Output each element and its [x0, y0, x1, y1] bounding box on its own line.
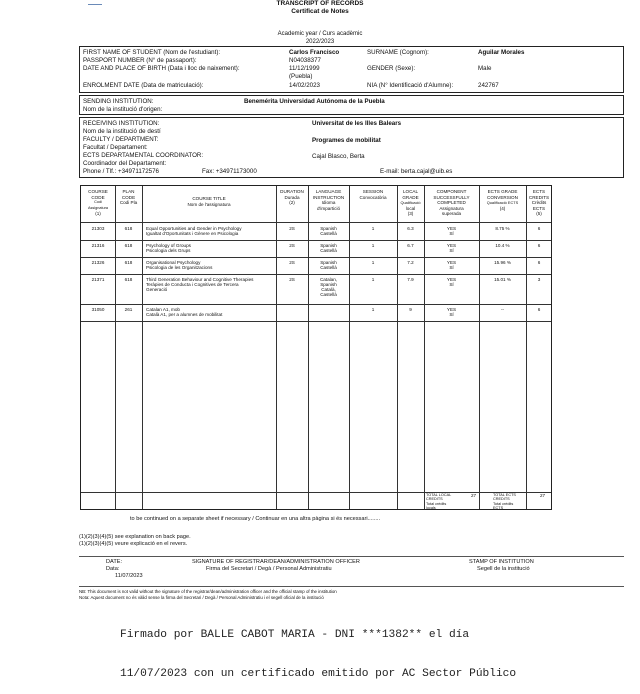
table-cell: SÍ — [449, 231, 454, 236]
continued-note: to be continued on a separate sheet if necessary / Continuar en una altra pàgina si és necessari........ — [130, 516, 381, 522]
table-cell: CODE — [91, 194, 105, 200]
fax: Fax: +34971173000 — [202, 168, 257, 175]
receiving-label-ca: Nom de la institució de destí — [83, 128, 161, 135]
table-cell: Psicologia dels Grups — [146, 248, 191, 253]
faculty-label-ca: Facultat / Departament: — [83, 144, 148, 151]
table-cell: ECTS — [493, 505, 504, 510]
table-cell: Igualtat d'Oportunitats i Gènere en Psicologia — [146, 231, 239, 236]
table-cell: Castellà — [320, 248, 337, 253]
table-cell: Durada — [284, 194, 300, 200]
header-duration — [276, 189, 308, 206]
table-cell: 7.2 — [407, 260, 414, 265]
table-cell: Castellà — [320, 292, 337, 297]
digital-signature-line-2: 11/07/2023 con un certificado emitido por AC Sector Público — [120, 668, 517, 680]
table-cell: TOTAL LOCAL — [426, 493, 452, 497]
first-name-label: FIRST NAME OF STUDENT (Nom de l'estudiant): — [83, 49, 221, 56]
table-cell: 2S — [289, 226, 295, 231]
table-cell: 618 — [124, 260, 133, 265]
table-cell: 8.75 % — [495, 226, 510, 231]
table-cell: 7.9 — [407, 277, 414, 282]
table-cell: 10.4 % — [495, 243, 510, 248]
sending-label: SENDING INSTITUTION: — [83, 98, 154, 105]
table-cell: Castellà — [320, 265, 337, 270]
table-cell: COURSE — [88, 189, 108, 194]
table-cell: CODE — [121, 194, 136, 200]
table-cell: Codi Pla — [119, 200, 138, 206]
table-cell: Organisational Psychology — [146, 260, 201, 265]
table-cell: 1 — [371, 260, 375, 265]
table-cell: 2S — [289, 277, 295, 282]
table-cell: 9 — [409, 307, 412, 312]
email: E-mail: berta.cajal@uib.es — [380, 168, 453, 175]
coordinator-label-ca: Coordinador del Departament: — [83, 160, 167, 167]
table-cell: locals — [426, 505, 436, 510]
table-cell: Qualificació — [400, 200, 421, 206]
table-cell: Teràpies de Conducta i Cognitives de Tercera — [146, 282, 239, 287]
gender-label: GENDER (Sexe): — [367, 65, 416, 72]
table-cell: CREDITS — [528, 194, 550, 200]
date-label: DATE: — [106, 559, 123, 565]
table-cell: YES — [446, 277, 457, 282]
faculty-label: FACULTY / DEPARTMENT: — [83, 136, 159, 143]
table-cell: 6 — [537, 260, 541, 265]
receiving-label: RECEIVING INSTITUTION: — [83, 120, 160, 127]
table-cell: Spanish — [320, 260, 337, 265]
total-ects-value: 27 — [540, 493, 546, 498]
nia-value: 242767 — [478, 82, 499, 89]
table-cell: 15.01 % — [494, 277, 511, 282]
table-cell: Convocatòria — [359, 194, 387, 200]
header-course-code — [81, 189, 115, 217]
table-cell: YES — [446, 260, 457, 265]
digital-signature-stamp — [120, 603, 516, 694]
table-cell: 2S — [289, 260, 295, 265]
table-cell: Third Generation Behaviour and Cognitive Therapies — [146, 277, 254, 282]
table-cell: local — [405, 205, 416, 211]
total-ects-label — [493, 493, 516, 510]
table-cell: Nom de l'assignatura — [187, 201, 231, 207]
table-cell: SUCCESSFULLY — [433, 194, 470, 200]
table-cell: 1 — [371, 243, 375, 248]
table-cell: Qualificació ECTS — [486, 200, 519, 206]
table-cell: 6.3 — [407, 226, 414, 231]
table-cell: YES — [446, 307, 457, 312]
nb-separator — [79, 586, 624, 587]
table-cell: Catalan A1, mob — [146, 307, 180, 312]
table-cell: 1 — [371, 307, 375, 312]
table-cell: GRADE — [402, 194, 419, 200]
total-local-value: 27 — [471, 493, 477, 498]
table-cell: (3) — [407, 211, 414, 217]
passport-value: N04038377 — [289, 57, 321, 64]
table-cell: Catalan, — [319, 277, 338, 282]
digital-signature-line-1: Firmado por BALLE CABOT MARIA - DNI ***1382** el día — [120, 629, 470, 641]
document-subtitle: Certificat de Notes — [291, 8, 349, 15]
table-cell: Crèdits — [531, 200, 547, 206]
table-cell: PLAN — [122, 189, 135, 194]
table-cell: COURSE TITLE — [192, 196, 226, 201]
table-cell: ECTS — [532, 189, 546, 194]
student-info-box — [79, 46, 624, 93]
table-cell: CREDITS — [493, 497, 510, 502]
table-cell: Spanish — [320, 282, 337, 287]
birth-label: DATE AND PLACE OF BIRTH (Data i lloc de naixement): — [83, 65, 240, 72]
table-cell: Total crèdits — [493, 501, 514, 506]
table-cell: 6 — [537, 226, 541, 231]
table-cell: LOCAL — [402, 189, 419, 194]
table-cell: 6.7 — [407, 243, 414, 248]
document-title-block — [0, 0, 640, 16]
table-cell: 261 — [124, 307, 133, 312]
table-cell: SÍ — [449, 265, 454, 270]
surname-label: SURNAME (Cognom): — [367, 49, 429, 56]
table-cell: superada — [441, 211, 462, 217]
table-cell: 2S — [289, 243, 295, 248]
header-session — [349, 189, 397, 200]
table-cell: SÍ — [449, 312, 454, 317]
table-cell: -- — [500, 307, 505, 312]
table-cell: 1 — [371, 277, 375, 282]
table-cell: 6 — [537, 307, 541, 312]
table-cell: ECTS — [532, 205, 546, 211]
phone: Phone / Tlf.: +34971172576 — [83, 168, 159, 175]
table-cell: 21326 — [91, 260, 105, 265]
stamp-label: STAMP OF INSTITUTION — [469, 559, 534, 565]
table-cell: CREDITS — [426, 497, 443, 502]
table-cell: SÍ — [449, 282, 454, 287]
faculty-value: Programes de mobilitat — [312, 137, 381, 144]
header-ects-credits — [526, 189, 552, 217]
table-cell: Català, — [321, 287, 336, 292]
enrolment-value: 14/02/2023 — [289, 82, 320, 89]
date-value: 11/07/2023 — [115, 573, 143, 579]
table-cell: Spanish — [320, 243, 337, 248]
header-plan-code — [115, 189, 142, 206]
table-cell: DURATION — [280, 189, 304, 194]
table-cell: CONVERSION — [487, 194, 518, 200]
table-cell: Generació — [146, 287, 168, 292]
sending-institution-box — [79, 95, 624, 115]
receiving-institution-name: Universitat de les Illes Balears — [312, 120, 402, 127]
document-title: TRANSCRIPT OF RECORDS — [276, 0, 364, 7]
table-cell: 15.96 % — [494, 260, 511, 265]
table-cell: INSTRUCTION — [312, 194, 345, 200]
table-cell: 618 — [124, 243, 133, 248]
header-completed — [424, 189, 479, 217]
table-cell: TOTAL ECTS — [493, 493, 516, 497]
table-cell: 6 — [537, 243, 541, 248]
enrolment-label: ENROLMENT DATE (Data de matriculació): — [83, 82, 204, 89]
table-cell: Idioma — [321, 200, 336, 206]
first-name-value: Carlos Francisco — [289, 49, 340, 56]
coordinator-label: ECTS DEPARTAMENTAL COORDINATOR: — [83, 152, 204, 159]
header-language — [308, 189, 349, 211]
table-cell: (1) — [95, 211, 101, 217]
table-cell: YES — [446, 226, 457, 231]
table-cell: 618 — [124, 226, 133, 231]
explanation-en: (1)(2)(3)(4)(5) see explanation on back page. — [79, 534, 191, 540]
table-cell: Equal Opportunities and Gender in Psychology — [146, 226, 242, 231]
table-cell: COMPLETED — [437, 200, 466, 206]
coordinator-value: Cajal Blasco, Berta — [312, 153, 365, 160]
table-cell: 21316 — [91, 243, 105, 248]
table-cell: 618 — [124, 277, 133, 282]
table-cell: YES — [446, 243, 457, 248]
table-cell: Spanish — [320, 226, 337, 231]
academic-year-label: Academic year / Curs acadèmic — [277, 31, 363, 37]
table-cell: Codi — [94, 200, 102, 205]
table-cell: SESSION — [362, 189, 384, 194]
table-cell: LANGUAGE — [315, 189, 342, 194]
signature-label: SIGNATURE OF REGISTRAR/DEAN/ADMINISTRATION OFFICER — [192, 559, 360, 565]
table-cell: Total crèdits — [426, 501, 447, 506]
explanation-ca: (1)(2)(3)(4)(5) veure explicació en el revers. — [79, 541, 188, 547]
table-cell: (2) — [289, 200, 295, 206]
table-cell: Català A1, per a alumnes de mobilitat — [146, 312, 223, 317]
table-cell: (4) — [499, 205, 506, 211]
table-cell: Assignatura — [439, 205, 464, 211]
table-cell: ECTS GRADE — [487, 189, 518, 194]
sending-label-ca: Nom de la institució d'origen: — [83, 106, 163, 113]
signature-label-ca: Firma del Secretari / Degà / Personal Administratiu — [206, 566, 332, 572]
academic-year-value: 2022/2023 — [305, 39, 335, 45]
table-cell: 3 — [537, 277, 541, 282]
gender-value: Male — [478, 65, 492, 72]
table-cell: (5) — [536, 211, 542, 217]
table-cell: 1 — [371, 226, 375, 231]
sending-institution-name: Benemérita Universidad Autónoma de la Puebla — [244, 98, 385, 105]
table-cell: SÍ — [449, 248, 454, 253]
date-label-ca: Data: — [106, 566, 120, 572]
header-ects-conversion — [479, 189, 526, 211]
surname-value: Aguilar Morales — [478, 49, 525, 56]
records-table — [80, 185, 552, 510]
total-local-label — [426, 493, 451, 510]
signature-separator — [79, 556, 624, 557]
header-course-title — [142, 196, 276, 207]
nb-note-en: NB: This document is not valid without the signature of the registrar/dean/administration officer and the official stamp of the institution — [79, 589, 337, 594]
table-cell: 21371 — [91, 277, 105, 282]
table-cell: COMPONENT — [436, 189, 467, 194]
table-cell: Assignatura — [87, 205, 109, 210]
passport-label: PASSPORT NUMBER (N° de passaport): — [83, 57, 197, 64]
nb-note-ca: Nota: Aquest document no és vàlid sense la firma del Secretari / Degà / Personal Administratiu i el segell oficial de la institució — [79, 595, 324, 600]
academic-year — [0, 30, 640, 46]
table-cell: 21303 — [91, 226, 105, 231]
table-cell: d'impartició — [316, 205, 341, 211]
table-cell: Castellà — [320, 231, 337, 236]
nia-label: NIA (N° Identificació d'Alumne): — [367, 82, 454, 89]
birth-date-value: 11/12/1999 — [289, 65, 320, 72]
birth-place-value: (Puebla) — [289, 73, 313, 80]
table-cell: 31050 — [91, 307, 105, 312]
header-local-grade — [397, 189, 424, 217]
table-cell: Psicologia de les Organitzacions — [146, 265, 213, 270]
table-cell: Psychology of Groups — [146, 243, 191, 248]
receiving-institution-box — [79, 117, 624, 178]
stamp-label-ca: Segell de la institució — [477, 566, 530, 572]
